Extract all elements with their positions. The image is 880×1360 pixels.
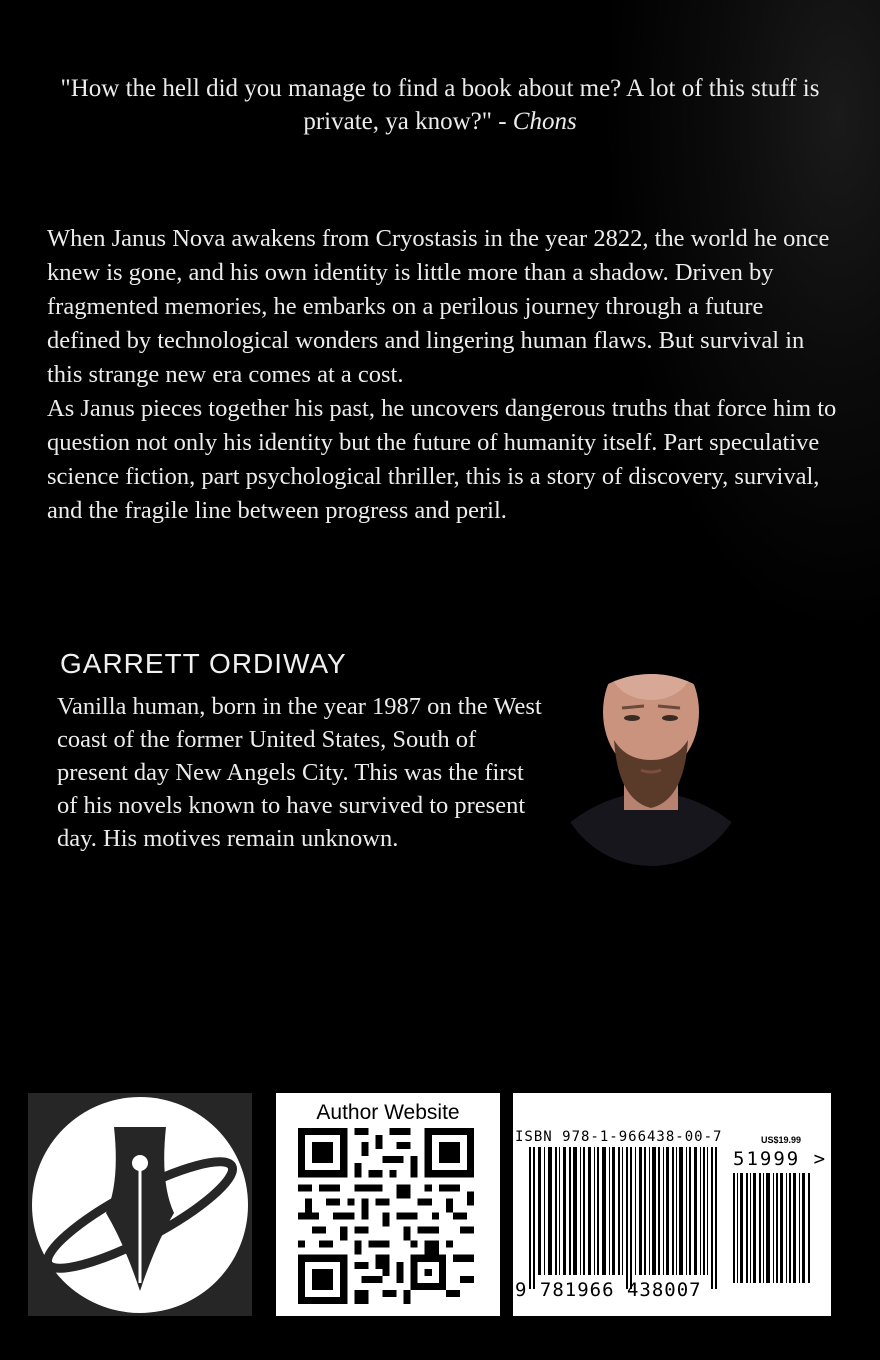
author-website-qr[interactable] (276, 1093, 500, 1316)
addon-value: 51999 (733, 1148, 801, 1170)
blurb-paragraph-1: When Janus Nova awakens from Cryostasis in the year 2822, the world he once knew is gone, and his own identity is little more than a shadow. Driven by fragmented memories, he embarks on a perilous journey through a future defined by technological wonders and lingering human flaws. But survival in this strange new era comes at a cost. (47, 225, 830, 388)
book-blurb (47, 222, 842, 528)
quote-text: "How the hell did you manage to find a book about me? A lot of this stuff is private, ya know?" - (60, 75, 820, 135)
author-portrait (556, 630, 746, 870)
ean-digits: 9 781966 438007 (515, 1279, 702, 1301)
isbn-text: ISBN 978-1-966438-00-7 (515, 1129, 723, 1145)
price-label: US$19.99 (761, 1135, 802, 1145)
blurb-paragraph-2: As Janus pieces together his past, he uncovers dangerous truths that force him to question not only his identity but the future of humanity itself. Part speculative science fiction, part psychological thriller, this is a story of discovery, survival, and the fragile line between progress and peril. (47, 395, 837, 524)
author-name: GARRETT ORDIWAY (60, 648, 347, 679)
qr-label: Author Website (316, 1101, 460, 1124)
publisher-logo (28, 1093, 252, 1316)
quote-attribution: Chons (512, 108, 577, 135)
isbn-barcode (513, 1093, 831, 1316)
addon-arrow: > (813, 1148, 828, 1170)
pen-nib-planet-icon (28, 1093, 252, 1316)
ean-bars (529, 1147, 717, 1289)
addon-bars (733, 1173, 810, 1283)
cover-quote (40, 72, 840, 138)
qr-code[interactable] (298, 1128, 474, 1304)
author-bio: Vanilla human, born in the year 1987 on the West coast of the former United States, South of present day New Angels City. This was the first of his novels known to have survived to present day. His motives remain unknown. (57, 693, 542, 852)
